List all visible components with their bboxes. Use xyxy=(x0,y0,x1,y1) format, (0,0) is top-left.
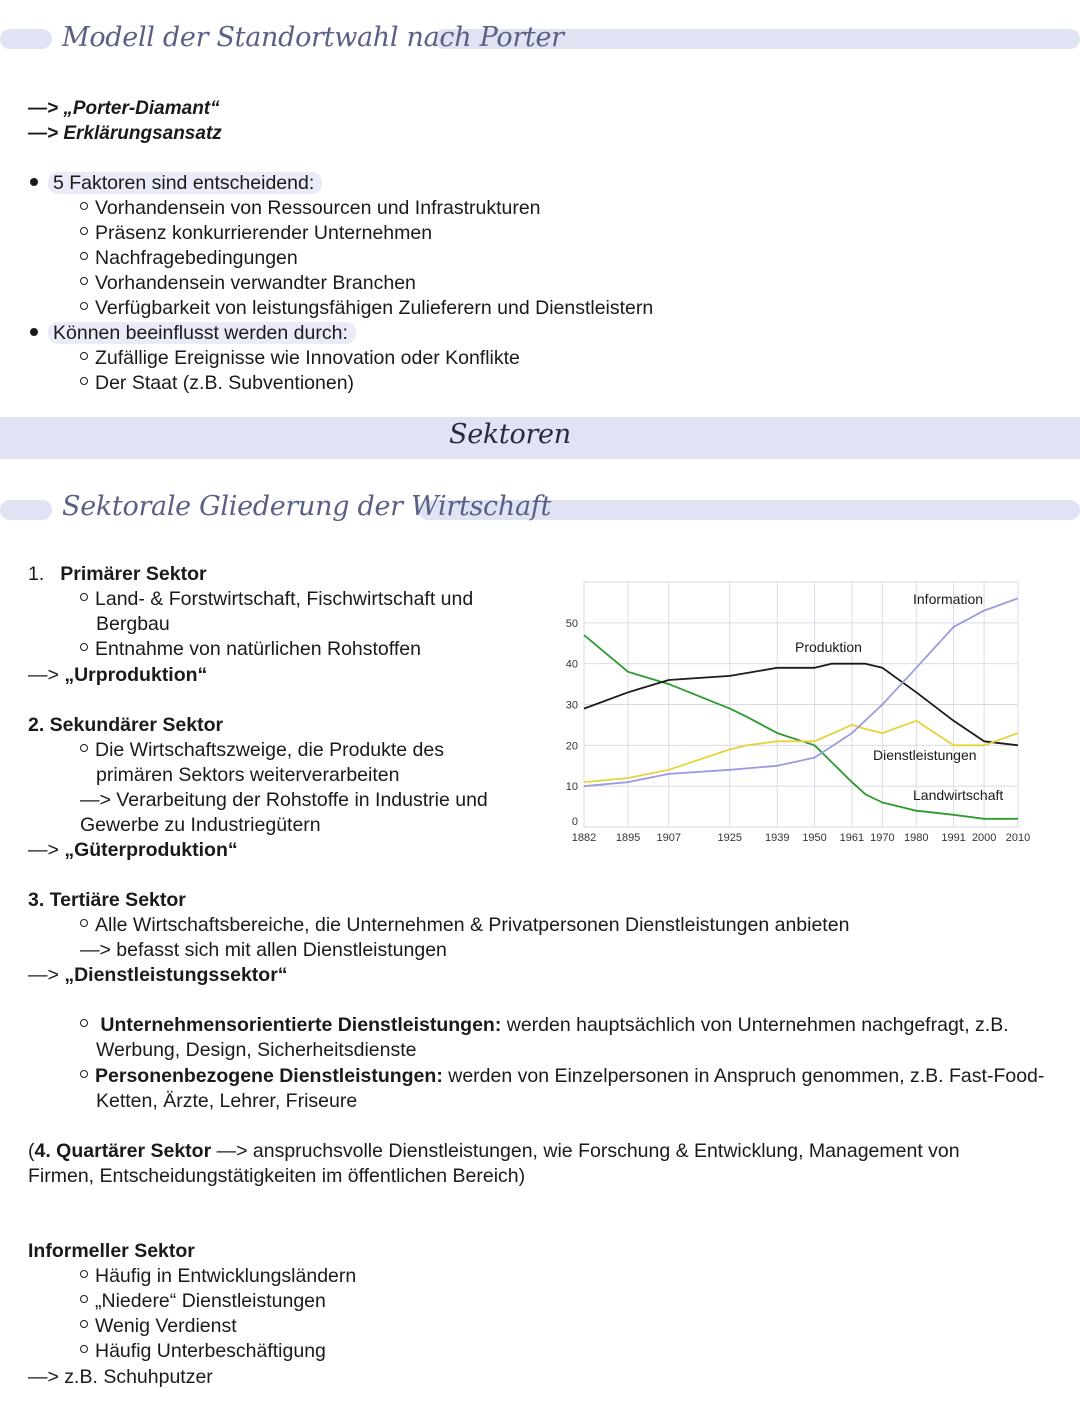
factor-item: Verfügbarkeit von leistungsfähigen Zulieferern und Dienstleistern xyxy=(80,296,653,321)
circle-bullet-icon xyxy=(80,202,88,210)
chart-x-tick-label: 1950 xyxy=(802,832,827,844)
sector-chart xyxy=(560,575,1040,850)
circle-bullet-icon xyxy=(80,643,88,651)
secondary-title: 2. Sekundärer Sektor xyxy=(28,714,224,736)
tertiary-arrow: —> „Dienstleistungssektor“ xyxy=(28,964,288,986)
influence-title: Können beeinflusst werden durch: xyxy=(48,322,356,344)
chart-y-tick-label: 30 xyxy=(565,699,578,712)
circle-bullet-icon xyxy=(80,744,88,752)
circle-bullet-icon xyxy=(80,1270,88,1278)
bullet-influence xyxy=(30,321,356,346)
bullet-dot-icon xyxy=(30,178,38,186)
heading-porter-model: Modell der Standortwahl nach Porter xyxy=(62,22,564,53)
tertiary-title: 3. Tertiäre Sektor xyxy=(28,889,186,911)
section-title-sektoren: Sektoren xyxy=(449,419,571,450)
personal-services-cont: Ketten, Ärzte, Lehrer, Friseure xyxy=(96,1090,358,1112)
chart-x-tick-label: 1895 xyxy=(615,832,641,844)
chart-label-produktion: Produktion xyxy=(795,639,862,655)
chart-x-tick-label: 2010 xyxy=(1005,832,1031,844)
primary-item: Land- & Forstwirtschaft, Fischwirtschaft und xyxy=(80,587,473,612)
circle-bullet-icon xyxy=(80,1019,88,1027)
circle-bullet-icon xyxy=(80,302,88,310)
sector-line-chart xyxy=(560,575,1040,850)
chart-label-dienstleistungen: Dienstleistungen xyxy=(873,747,977,763)
circle-bullet-icon xyxy=(80,1070,88,1078)
chart-x-tick-label: 1907 xyxy=(656,832,682,844)
chart-label-landwirtschaft: Landwirtschaft xyxy=(913,787,1004,803)
chart-x-tick-label: 1991 xyxy=(941,832,966,844)
informal-arrow: —> z.B. Schuhputzer xyxy=(28,1366,213,1388)
informal-item: Wenig Verdienst xyxy=(80,1314,237,1339)
secondary-arrow: —> „Güterproduktion“ xyxy=(28,839,238,861)
chart-x-tick-label: 1882 xyxy=(571,832,597,844)
factor-item: Nachfragebedingungen xyxy=(80,246,298,271)
influence-item: Zufällige Ereignisse wie Innovation oder Konflikte xyxy=(80,346,520,371)
circle-bullet-icon xyxy=(80,1295,88,1303)
circle-bullet-icon xyxy=(80,227,88,235)
chart-y-tick-label: 50 xyxy=(565,617,578,630)
circle-bullet-icon xyxy=(80,377,88,385)
secondary-sub: —> Verarbeitung der Rohstoffe in Industrie und xyxy=(80,789,488,811)
circle-bullet-icon xyxy=(80,352,88,360)
factor-item: Vorhandensein von Ressourcen und Infrastrukturen xyxy=(80,196,541,221)
quaternary-cont: Firmen, Entscheidungstätigkeiten im öffentlichen Bereich) xyxy=(28,1165,526,1187)
primary-item: Entnahme von natürlichen Rohstoffen xyxy=(80,637,421,662)
quaternary: (4. Quartärer Sektor —> anspruchsvolle Dienstleistungen, wie Forschung & Entwicklung, Management von xyxy=(28,1140,960,1162)
bullet-factors xyxy=(30,171,322,196)
arrow-erklaerungsansatz: —> Erklärungsansatz xyxy=(28,123,222,144)
informal-item: Häufig in Entwicklungsländern xyxy=(80,1264,356,1289)
circle-bullet-icon xyxy=(80,252,88,260)
chart-y-tick-label: 40 xyxy=(565,658,578,671)
factors-title: 5 Faktoren sind entscheidend: xyxy=(48,172,322,194)
arrow-porter-diamant: —> „Porter-Diamant“ xyxy=(28,98,220,119)
chart-x-tick-label: 1980 xyxy=(904,832,929,844)
influence-item: Der Staat (z.B. Subventionen) xyxy=(80,371,354,396)
circle-bullet-icon xyxy=(80,1345,88,1353)
circle-bullet-icon xyxy=(80,593,88,601)
informal-item: Häufig Unterbeschäftigung xyxy=(80,1339,326,1364)
chart-x-tick-label: 1925 xyxy=(717,832,743,844)
chart-y-tick-label: 20 xyxy=(565,740,578,753)
primary-title: 1. Primärer Sektor xyxy=(28,563,207,585)
circle-bullet-icon xyxy=(80,1320,88,1328)
chart-y-tick-label: 0 xyxy=(571,816,578,828)
personal-services: Personenbezogene Dienstleistungen: werden von Einzelpersonen in Anspruch genommen, z.B. Fast-Food- xyxy=(80,1064,1044,1089)
chart-y-tick-label: 10 xyxy=(565,781,578,794)
tertiary-item: Alle Wirtschaftsbereiche, die Unternehmen & Privatpersonen Dienstleistungen anbieten xyxy=(80,913,849,938)
chart-x-tick-label: 1939 xyxy=(765,832,790,844)
bullet-dot-icon xyxy=(30,328,38,336)
informal-item: „Niedere“ Dienstleistungen xyxy=(80,1289,326,1314)
chart-x-tick-label: 2000 xyxy=(971,832,997,844)
secondary-sub-cont: Gewerbe zu Industriegütern xyxy=(80,814,321,836)
tertiary-sub: —> befasst sich mit allen Dienstleistungen xyxy=(80,939,447,961)
factor-item: Vorhandensein verwandter Branchen xyxy=(80,271,416,296)
heading-bar-left xyxy=(0,500,52,520)
primary-arrow: —> „Urproduktion“ xyxy=(28,664,208,686)
circle-bullet-icon xyxy=(80,277,88,285)
secondary-item-cont: primären Sektors weiterverarbeiten xyxy=(96,764,400,786)
business-services-cont: Werbung, Design, Sicherheitsdienste xyxy=(96,1039,417,1061)
informal-title: Informeller Sektor xyxy=(28,1240,195,1262)
circle-bullet-icon xyxy=(80,919,88,927)
chart-x-tick-label: 1970 xyxy=(870,832,895,844)
business-services: Unternehmensorientierte Dienstleistungen: werden hauptsächlich von Unternehmen nachgefragt, z.B. xyxy=(80,1013,1009,1038)
chart-label-information: Information xyxy=(913,591,984,607)
heading-bar-left xyxy=(0,29,52,49)
chart-x-tick-label: 1961 xyxy=(839,832,865,844)
heading-sectoral-structure: Sektorale Gliederung der Wirtschaft xyxy=(62,491,552,522)
primary-item-cont: Bergbau xyxy=(96,613,170,635)
secondary-item: Die Wirtschaftszweige, die Produkte des xyxy=(80,738,444,763)
factor-item: Präsenz konkurrierender Unternehmen xyxy=(80,221,432,246)
